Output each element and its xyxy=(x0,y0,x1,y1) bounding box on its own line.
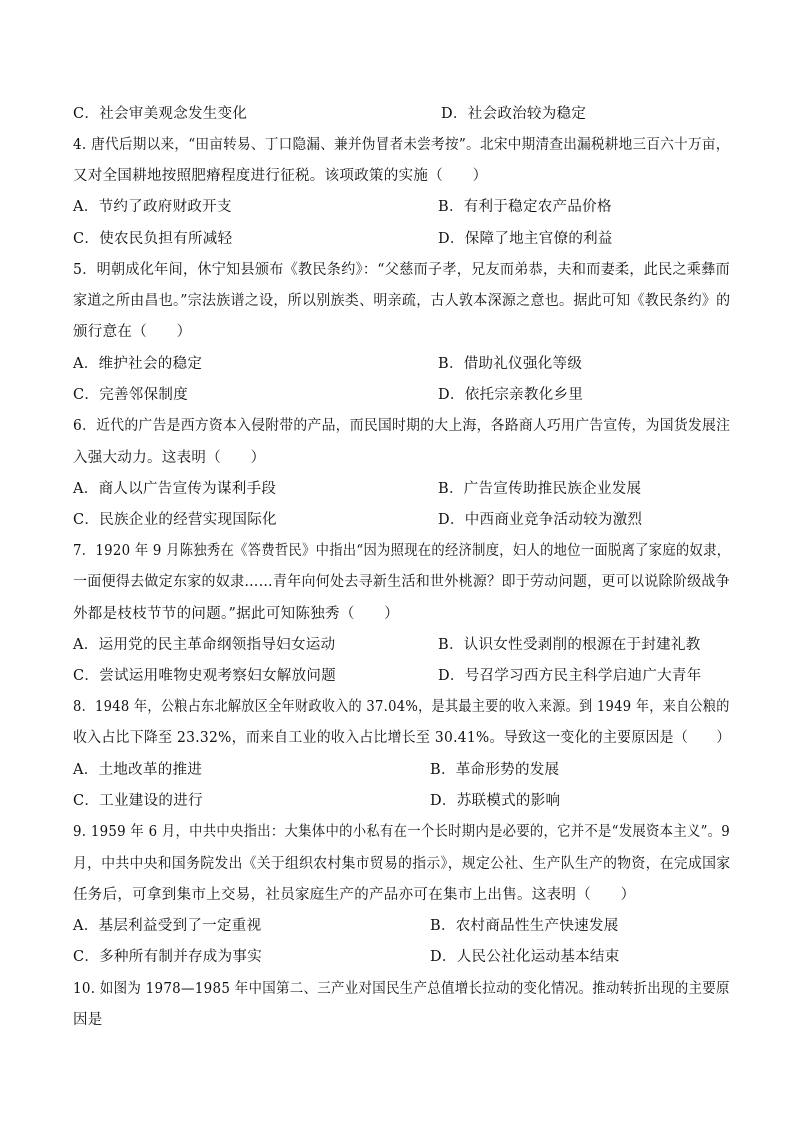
question-stem: 4. 唐代后期以来，“田亩转易、丁口隐漏、兼并伪冒者未尝考按”。北宋中期清查出漏税耕地三百六十万亩， xyxy=(73,137,730,153)
question-stem: 7．1920 年 9 月陈独秀在《答费哲民》中指出“因为照现在的经济制度，妇人的地位一面脱离了家庭的奴隶， xyxy=(73,543,731,559)
question-stem: 5．明朝成化年间，休宁知县颁布《教民条约》：“父慈而子孝，兄友而弟恭，夫和而妻柔，此民之乘彝而 xyxy=(73,262,731,278)
question-stem: 一面便得去做定东家的奴隶……青年向何处去寻新生活和世外桃源？即于劳动问题，更可以说除阶级战争 xyxy=(73,574,730,590)
option-d: D．保障了地主官僚的利益 xyxy=(438,231,613,247)
option-d: D．人民公社化运动基本结束 xyxy=(430,949,620,965)
option-a: A．基层利益受到了一定重视 xyxy=(73,918,262,934)
question-stem: 10. 如图为 1978—1985 年中国第二、三产业对国民生产总值增长拉动的变化情况。推动转折出现的主要原 xyxy=(73,981,730,997)
option-a: A．节约了政府财政开支 xyxy=(73,199,232,215)
option-d: D．苏联模式的影响 xyxy=(430,793,561,809)
option-b: B．借助礼仪强化等级 xyxy=(438,356,583,372)
question-stem: 月，中共中央和国务院发出《关于组织农村集市贸易的指示》，规定公社、生产队生产的物资，在完成国家 xyxy=(73,856,731,872)
question-stem: 因是 xyxy=(73,1012,103,1028)
option-d: D．中西商业竞争活动较为激烈 xyxy=(438,512,643,528)
option-a: A．商人以广告宣传为谋利手段 xyxy=(73,481,277,497)
option-d: D．号召学习西方民主科学启迪广大青年 xyxy=(438,668,702,684)
question-stem: 收入占比下降至 23.32%，而来自工业的收入占比增长至 30.41%。导致这一变化的主要原因是（ ） xyxy=(73,730,731,746)
option-a: A．土地改革的推进 xyxy=(73,762,203,778)
option-c: C．民族企业的经营实现国际化 xyxy=(73,512,277,528)
option-d: D．社会政治较为稳定 xyxy=(441,106,587,122)
question-stem: 9. 1959 年 6 月，中共中央指出：大集体中的小私有在一个长时期内是必要的，它并不是“发展资本主义”。9 xyxy=(73,824,731,840)
question-stem: 6．近代的广告是西方资本入侵附带的产品，而民国时期的大上海，各路商人巧用广告宣传，为国货发展注 xyxy=(73,418,731,434)
option-b: B．认识女性受剥削的根源在于封建礼教 xyxy=(438,637,701,653)
option-c: C．尝试运用唯物史观考察妇女解放问题 xyxy=(73,668,336,684)
option-b: B．广告宣传助推民族企业发展 xyxy=(438,481,642,497)
option-c: C．工业建设的进行 xyxy=(73,793,203,809)
question-stem: 任务后，可拿到集市上交易，社员家庭生产的产品亦可在集市上出售。这表明（ ） xyxy=(73,887,636,903)
question-stem: 入强大动力。这表明（ ） xyxy=(73,450,266,466)
option-d: D．依托宗亲教化乡里 xyxy=(438,387,584,403)
option-b: B．革命形势的发展 xyxy=(430,762,560,778)
question-stem: 家道之所由昌也。”宗法族谱之设，所以别族类、明亲疏，古人敦本深源之意也。据此可知《教民条约》的 xyxy=(73,293,731,309)
question-stem: 外都是枝枝节节的问题。”据此可知陈独秀（ ） xyxy=(73,606,400,622)
option-a: A．运用党的民主革命纲领指导妇女运动 xyxy=(73,637,336,653)
option-c: C．完善邻保制度 xyxy=(73,387,188,403)
option-c: C．多种所有制并存成为事实 xyxy=(73,949,262,965)
option-c: C．使农民负担有所减轻 xyxy=(73,231,233,247)
option-a: A．维护社会的稳定 xyxy=(73,356,203,372)
question-stem: 8．1948 年，公粮占东北解放区全年财政收入的 37.04%，是其最主要的收入来源。到 1949 年，来自公粮的 xyxy=(73,699,730,715)
option-b: B．农村商品性生产快速发展 xyxy=(430,918,619,934)
option-c: C．社会审美观念发生变化 xyxy=(73,106,248,122)
option-b: B．有利于稳定农产品价格 xyxy=(438,199,612,215)
question-stem: 又对全国耕地按照肥瘠程度进行征税。该项政策的实施（ ） xyxy=(73,168,488,184)
question-stem: 颁行意在（ ） xyxy=(73,324,192,340)
